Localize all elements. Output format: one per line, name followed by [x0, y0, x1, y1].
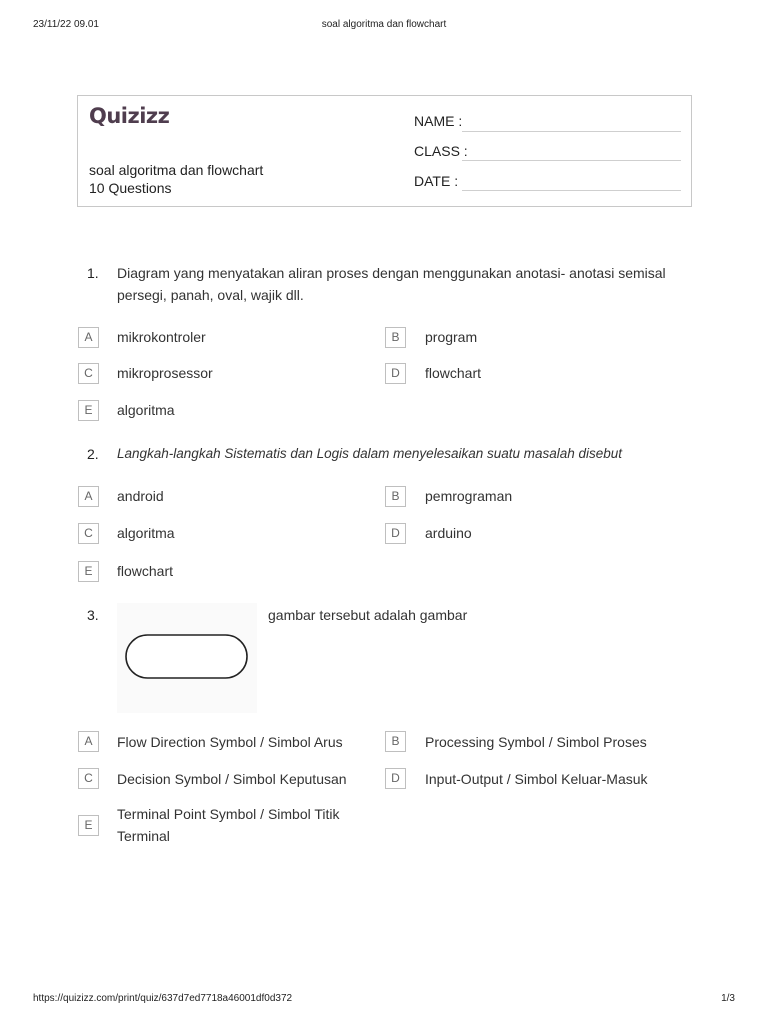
print-url[interactable]: https://quizizz.com/print/quiz/637d7ed7718a46001df0d372: [33, 993, 293, 1004]
option-text: algoritma: [117, 525, 175, 541]
option-text: mikroprosessor: [117, 365, 213, 381]
quizizz-logo: Quizizz: [89, 104, 170, 128]
name-label: NAME :: [414, 113, 463, 129]
question-number: 3.: [87, 607, 99, 623]
option-letter[interactable]: D: [385, 363, 406, 384]
option-letter[interactable]: B: [385, 731, 406, 752]
option-text: Flow Direction Symbol / Simbol Arus: [117, 734, 343, 750]
option-letter[interactable]: A: [78, 486, 99, 507]
option-letter[interactable]: B: [385, 327, 406, 348]
class-label: CLASS :: [414, 143, 468, 159]
option-text: pemrograman: [425, 488, 513, 504]
option-text: flowchart: [425, 365, 482, 381]
quiz-title: soal algoritma dan flowchart: [89, 162, 264, 178]
date-field[interactable]: [462, 190, 681, 191]
quiz-header-box: [77, 95, 692, 207]
option-letter[interactable]: A: [78, 327, 99, 348]
option-letter[interactable]: E: [78, 815, 99, 836]
question-number: 1.: [87, 265, 99, 281]
option-text: algoritma: [117, 402, 175, 418]
question-number: 2.: [87, 446, 99, 462]
class-field[interactable]: [462, 160, 681, 161]
option-text: Decision Symbol / Simbol Keputusan: [117, 771, 347, 787]
name-field[interactable]: [462, 131, 681, 132]
print-title: soal algoritma dan flowchart: [321, 19, 447, 30]
option-letter[interactable]: D: [385, 523, 406, 544]
option-text: android: [117, 488, 164, 504]
option-text: Input-Output / Simbol Keluar-Masuk: [425, 771, 648, 787]
question-text: gambar tersebut adalah gambar: [268, 607, 468, 623]
option-letter[interactable]: E: [78, 400, 99, 421]
option-text: Processing Symbol / Simbol Proses: [425, 734, 647, 750]
option-letter[interactable]: A: [78, 731, 99, 752]
terminal-symbol-image: [117, 603, 257, 713]
option-letter[interactable]: C: [78, 363, 99, 384]
option-letter[interactable]: B: [385, 486, 406, 507]
option-text: mikrokontroler: [117, 329, 206, 345]
question-text: Langkah-langkah Sistematis dan Logis dalam menyelesaikan suatu masalah disebut: [117, 446, 623, 461]
option-text: program: [425, 329, 478, 345]
question-count: 10 Questions: [89, 180, 172, 196]
option-letter[interactable]: C: [78, 768, 99, 789]
option-text: flowchart: [117, 563, 174, 579]
option-letter[interactable]: E: [78, 561, 99, 582]
option-letter[interactable]: D: [385, 768, 406, 789]
option-text: arduino: [425, 525, 472, 541]
page-number: 1/3: [721, 993, 735, 1004]
option-text: Terminal Point Symbol / Simbol Titik Terminal: [117, 806, 340, 844]
option-letter[interactable]: C: [78, 523, 99, 544]
question-text: Diagram yang menyatakan aliran proses dengan menggunakan anotasi- anotasi semisal persegi, panah, oval, wajik dll.: [117, 265, 666, 303]
print-datetime: 23/11/22 09.01: [33, 19, 99, 30]
date-label: DATE :: [414, 173, 459, 189]
